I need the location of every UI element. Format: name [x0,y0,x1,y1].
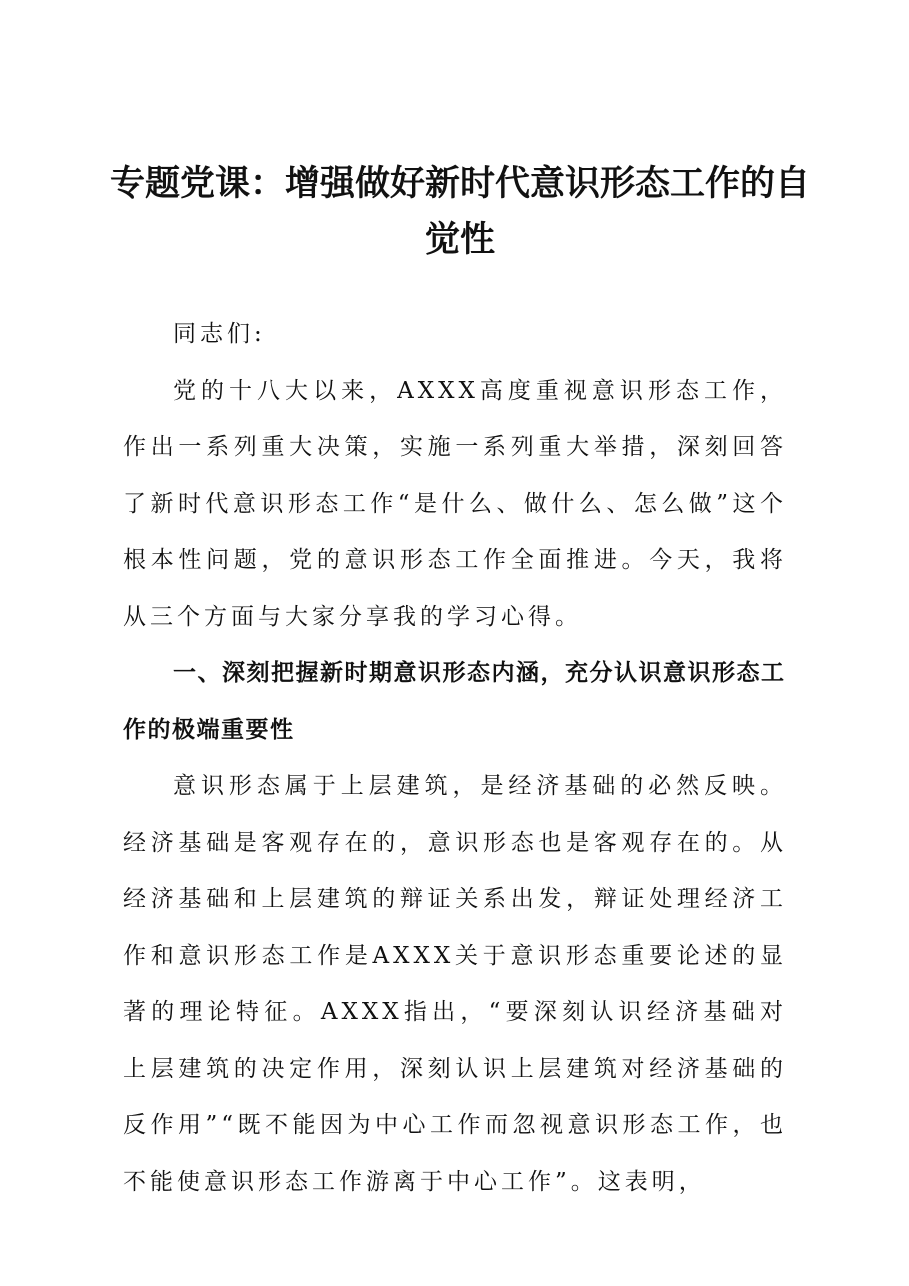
document-title: 专题党课：增强做好新时代意识形态工作的自觉性 [110,163,811,260]
section-1-paragraph: 意识形态属于上层建筑，是经济基础的必然反映。经济基础是客观存在的，意识形态也是客观存在的。从经济基础和上层建筑的辩证关系出发，辩证处理经济工作和意识形态工作是AXXX关于意识形态重要论述的显著的理论特征。AXXX指出，“要深刻认识经济基础对上层建筑的决定作用，深刻认识上层建筑对经济基础的反作用”“既不能因为中心工作而忽视意识形态工作，也不能使意识形态工作游离于中心工作”。这表明， [123,773,787,1195]
section-1-heading: 一、深刻把握新时期意识形态内涵，充分认识意识形态工作的极端重要性 [123,660,786,743]
salutation: 同志们: [173,321,266,347]
document-body [123,306,787,1210]
intro-paragraph: 党的十八大以来，AXXX高度重视意识形态工作，作出一系列重大决策，实施一系列重大举措，深刻回答了新时代意识形态工作“是什么、做什么、怎么做”这个根本性问题，党的意识形态工作全面推进。今天，我将从三个方面与大家分享我的学习心得。 [123,377,787,630]
